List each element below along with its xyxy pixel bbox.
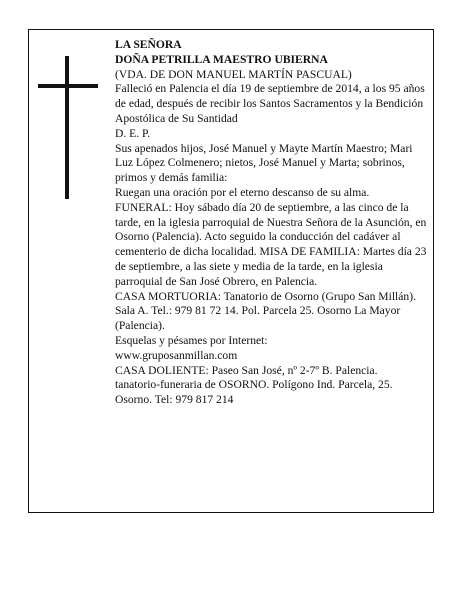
title-line: LA SEÑORA [115,38,182,51]
funeral-paragraph: FUNERAL: Hoy sábado día 20 de septiembre, a las cinco de la tarde, en la iglesia parroquial de Nuestra Señora de la Asunción, en Osorno (Palencia). Acto seguido la conducción del cadáver al cementerio de dicha localidad. MISA DE FAMILIA: Martes día 23 de septiembre, a las siete y media de la tarde, en la iglesia parroquial de San José Obrero, en Palencia. [115,200,427,288]
death-paragraph: Falleció en Palencia el día 19 de septiembre de 2014, a los 95 años de edad, después de recibir los Santos Sacramentos y la Bendición Apostólica de Su Santidad [115,82,425,125]
dep-line: D. E. P. [115,126,151,140]
request-paragraph: Ruegan una oración por el eterno descanso de su alma. [115,185,370,199]
widow-of: (VDA. DE DON MANUEL MARTÍN PASCUAL) [115,67,352,81]
obituary-text [115,38,427,408]
funeral-home-paragraph: tanatorio-funeraria de OSORNO. Polígono Ind. Parcela, 25. Osorno. Tel: 979 817 214 [115,378,393,407]
cross-horizontal-bar [38,84,98,88]
family-paragraph: Sus apenados hijos, José Manuel y Mayte Martín Maestro; Mari Luz López Colmenero; nietos, José Manuel y Marta; sobrinos, primos y demás familia: [115,141,413,185]
house-paragraph: CASA DOLIENTE: Paseo San José, nº 2-7º B. Palencia. [115,363,378,377]
mortuary-paragraph: CASA MORTUORIA: Tanatorio de Osorno (Grupo San Millán). Sala A. Tel.: 979 81 72 14. Pol. Parcela 25. Osorno La Mayor (Palencia). [115,289,416,333]
website-line[interactable]: www.gruposanmillan.com [115,348,238,362]
deceased-name: DOÑA PETRILLA MAESTRO UBIERNA [115,52,328,66]
cross-vertical-bar [65,56,69,199]
internet-paragraph: Esquelas y pésames por Internet: [115,333,268,347]
